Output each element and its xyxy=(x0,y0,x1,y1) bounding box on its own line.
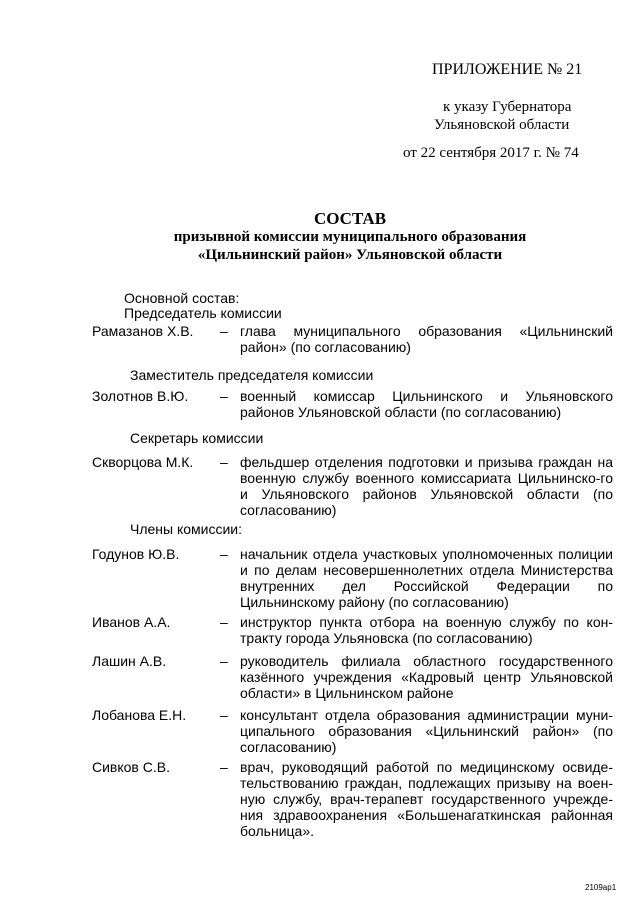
decree-line-1: к указу Губернатора xyxy=(443,99,572,115)
member-role: глава муниципального образования «Цильнинский район» (по согласованию) xyxy=(240,323,613,355)
member-name: Лобанова Е.Н. xyxy=(92,707,187,723)
member-name: Годунов Ю.В. xyxy=(92,546,180,562)
member-role: военный комиссар Цильнинского и Ульяновского районов Ульяновской области (по согласованию) xyxy=(240,388,613,420)
member-role: начальник отдела участковых уполномоченных полиции и по делам несовершеннолетних отдела Министерства внутренних дел Российской Федерации по Цильнинскому району (по согласованию) xyxy=(240,546,613,610)
document-subtitle-2: «Цильнинский район» Ульяновской области xyxy=(197,247,503,263)
member-role: врач, руководящий работой по медицинскому освиде-тельствованию граждан, подлежащих призыву на воен-ную службу, врач-терапевт государственного учрежде-ния здравоохранения «Большенагаткинская районная больница». xyxy=(240,759,613,839)
member-name: Иванов А.А. xyxy=(92,614,171,630)
section-members: Члены комиссии: xyxy=(130,521,243,537)
dash-separator: – xyxy=(220,388,228,404)
dash-separator: – xyxy=(220,454,228,470)
dash-separator: – xyxy=(220,323,228,339)
document-title: СОСТАВ xyxy=(313,209,387,228)
member-name: Золотнов В.Ю. xyxy=(92,388,189,404)
member-name: Скворцова М.К. xyxy=(92,454,194,470)
dash-separator: – xyxy=(220,707,228,723)
decree-date: от 22 сентября 2017 г. № 74 xyxy=(403,145,579,161)
section-deputy-chairman: Заместитель председателя комиссии xyxy=(130,367,374,383)
dash-separator: – xyxy=(220,759,228,775)
member-name: Сивков С.В. xyxy=(92,759,170,775)
member-role: руководитель филиала областного государственного казённого учреждения «Кадровый центр Ульяновской области» в Цильнинском районе xyxy=(240,653,613,701)
decree-line-2: Ульяновской области xyxy=(434,117,570,133)
dash-separator: – xyxy=(220,653,228,669)
member-role: инструктор пункта отбора на военную службу по кон-тракту города Ульяновска (по согласованию) xyxy=(240,614,613,646)
section-secretary: Секретарь комиссии xyxy=(130,430,264,446)
appendix-number: ПРИЛОЖЕНИЕ № 21 xyxy=(432,61,583,78)
member-name: Лашин А.В. xyxy=(92,653,167,669)
member-role: консультант отдела образования администрации муни-ципального образования «Цильнинский район» (по согласованию) xyxy=(240,707,613,755)
section-main-composition: Основной состав: xyxy=(124,290,240,306)
member-name: Рамазанов Х.В. xyxy=(92,323,194,339)
member-role: фельдшер отделения подготовки и призыва граждан на военную службу военного комиссариата Цильнинско-го и Ульяновского районов Ульяновской области (по согласованию) xyxy=(240,454,613,518)
section-chairman: Председатель комиссии xyxy=(124,305,282,321)
dash-separator: – xyxy=(220,614,228,630)
document-code: 2109ар1 xyxy=(585,883,617,892)
dash-separator: – xyxy=(220,546,228,562)
document-subtitle-1: призывной комиссии муниципального образования xyxy=(173,229,527,245)
